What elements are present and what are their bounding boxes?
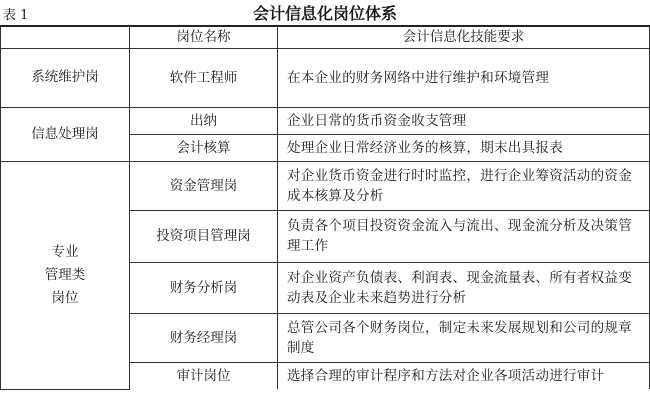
table-label: 表 1 [3, 8, 29, 23]
table-row [1, 107, 650, 134]
category-text: 岗位 [51, 289, 79, 306]
category-cell [1, 161, 130, 389]
category-cell [1, 48, 130, 107]
skill-cell: 对企业货币资金进行时时监控，进行企业筹资活动的资金成本核算及分析 [278, 161, 650, 210]
post-name-cell: 投资项目管理岗 [130, 210, 278, 262]
header-post-name: 岗位名称 [130, 26, 278, 48]
skill-cell: 企业日常的货币资金收支管理 [278, 107, 650, 134]
post-name-cell: 出纳 [130, 107, 278, 134]
category-cell [1, 107, 130, 161]
header-skill: 会计信息化技能要求 [278, 26, 650, 48]
category-text: 系统维护岗 [31, 69, 99, 85]
category-text: 信息处理岗 [31, 125, 99, 142]
skill-cell: 总管公司各个财务岗位，制定未来发展规划和公司的规章制度 [278, 313, 650, 362]
post-name-cell: 财务经理岗 [130, 313, 278, 362]
category-text: 管理类 [44, 266, 86, 283]
post-system-table [0, 25, 650, 390]
post-name-cell: 资金管理岗 [130, 161, 278, 210]
skill-cell: 负责各个项目投资资金流入与流出、现金流分析及决策管理工作 [278, 210, 650, 262]
header [0, 0, 650, 24]
category-text: 专业 [51, 243, 79, 260]
table-title: 会计信息化岗位体系 [252, 4, 397, 23]
skill-cell: 处理企业日常经济业务的核算，期末出具报表 [278, 134, 650, 161]
post-name-cell: 会计核算 [130, 134, 278, 161]
header-row [1, 26, 650, 48]
header-category [1, 26, 130, 48]
post-name-cell: 审计岗位 [130, 362, 278, 389]
skill-cell: 选择合理的审计程序和方法对企业各项活动进行审计 [278, 362, 650, 389]
post-name-cell: 软件工程师 [130, 48, 278, 107]
table-row [1, 161, 650, 210]
table-row [1, 48, 650, 107]
skill-cell: 在本企业的财务网络中进行维护和环境管理 [278, 48, 650, 107]
skill-cell: 对企业资产负债表、利润表、现金流量表、所有者权益变动表及企业未来趋势进行分析 [278, 262, 650, 313]
post-name-cell: 财务分析岗 [130, 262, 278, 313]
